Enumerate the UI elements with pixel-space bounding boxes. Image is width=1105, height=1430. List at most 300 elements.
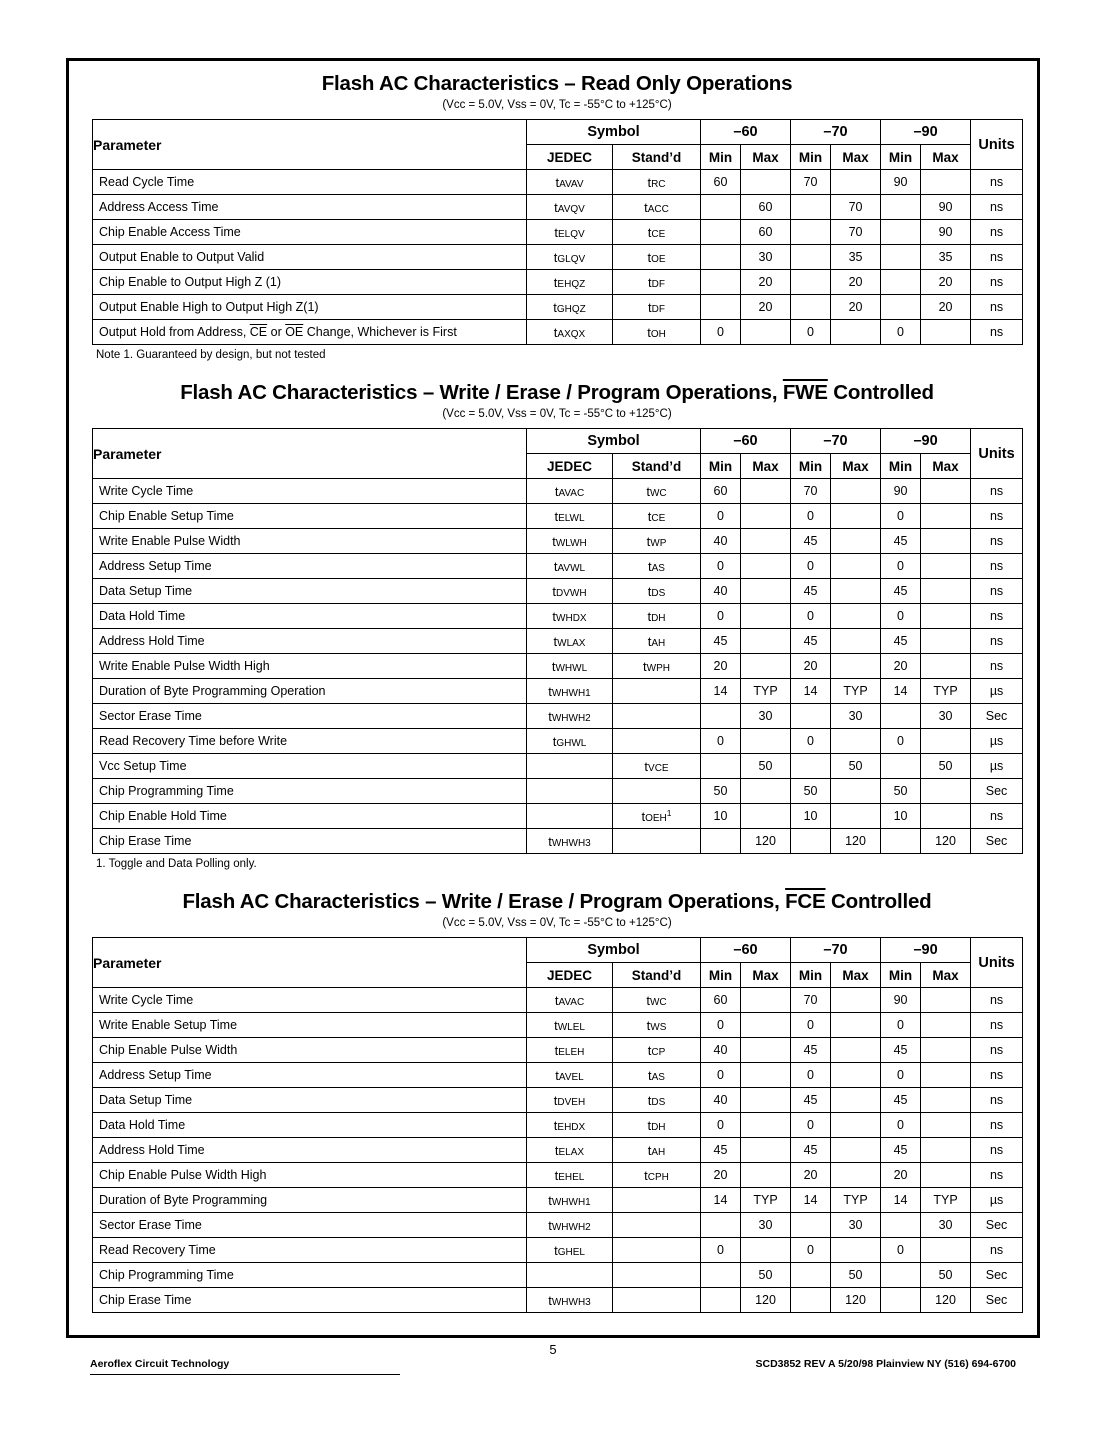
row-min-60: 0	[701, 504, 741, 529]
row-units: ns	[971, 1138, 1023, 1163]
row-min-90: 0	[881, 1238, 921, 1263]
row-standard-symbol	[613, 1188, 701, 1213]
row-jedec-symbol: tWHWL	[527, 654, 613, 679]
row-standard-symbol: tCE	[613, 220, 701, 245]
row-max-90	[921, 779, 971, 804]
row-jedec-symbol	[527, 779, 613, 804]
row-max-60: 30	[741, 704, 791, 729]
row-max-60: 60	[741, 195, 791, 220]
row-max-90	[921, 654, 971, 679]
row-min-90: 0	[881, 1063, 921, 1088]
row-min-70	[791, 220, 831, 245]
row-min-60: 0	[701, 604, 741, 629]
row-max-70	[831, 654, 881, 679]
row-min-90: 0	[881, 729, 921, 754]
row-parameter: Data Setup Time	[93, 579, 527, 604]
row-max-60	[741, 479, 791, 504]
row-standard-symbol	[613, 1213, 701, 1238]
header-symbol: Symbol	[527, 429, 701, 454]
row-standard-symbol: tWC	[613, 479, 701, 504]
row-max-90: 30	[921, 1213, 971, 1238]
row-units: ns	[971, 604, 1023, 629]
header-min-60: Min	[701, 963, 741, 988]
row-min-70: 50	[791, 779, 831, 804]
row-min-60	[701, 245, 741, 270]
row-max-60: 20	[741, 270, 791, 295]
row-max-90: 120	[921, 829, 971, 854]
row-max-70: TYP	[831, 679, 881, 704]
row-units: ns	[971, 579, 1023, 604]
row-units: ns	[971, 1088, 1023, 1113]
row-min-60: 0	[701, 554, 741, 579]
row-max-70	[831, 604, 881, 629]
row-max-60	[741, 779, 791, 804]
row-min-70: 0	[791, 604, 831, 629]
row-standard-symbol: tDH	[613, 604, 701, 629]
row-min-60: 60	[701, 170, 741, 195]
row-jedec-symbol: tAVEL	[527, 1063, 613, 1088]
row-min-70: 0	[791, 320, 831, 345]
row-parameter: Write Enable Setup Time	[93, 1013, 527, 1038]
row-parameter: Read Recovery Time	[93, 1238, 527, 1263]
row-parameter: Chip Enable Setup Time	[93, 504, 527, 529]
row-min-70: 0	[791, 1113, 831, 1138]
row-max-90	[921, 629, 971, 654]
row-max-90: 120	[921, 1288, 971, 1313]
row-min-70	[791, 195, 831, 220]
row-jedec-symbol	[527, 1263, 613, 1288]
section-title-2: Flash AC Characteristics – Write / Erase / Program Operations, FCE Controlled	[182, 890, 932, 913]
row-standard-symbol: tDH	[613, 1113, 701, 1138]
row-standard-symbol: tDS	[613, 1088, 701, 1113]
header-max-70: Max	[831, 963, 881, 988]
page-content	[92, 72, 1022, 1313]
table-row	[93, 754, 1023, 779]
row-max-70: 120	[831, 1288, 881, 1313]
row-min-70: 45	[791, 1088, 831, 1113]
row-max-70	[831, 579, 881, 604]
header-jedec: JEDEC	[527, 963, 613, 988]
row-max-90	[921, 320, 971, 345]
row-jedec-symbol: tEHQZ	[527, 270, 613, 295]
row-jedec-symbol: tEHDX	[527, 1113, 613, 1138]
row-min-70: 20	[791, 1163, 831, 1188]
row-standard-symbol: tDF	[613, 270, 701, 295]
footer-rule	[90, 1374, 400, 1375]
row-min-90: 90	[881, 479, 921, 504]
row-min-90	[881, 754, 921, 779]
row-max-70	[831, 1088, 881, 1113]
row-jedec-symbol: tWHWH1	[527, 679, 613, 704]
row-min-70: 45	[791, 579, 831, 604]
row-min-90: 45	[881, 529, 921, 554]
row-min-60: 40	[701, 1038, 741, 1063]
row-jedec-symbol: tWHWH3	[527, 829, 613, 854]
row-max-60	[741, 1238, 791, 1263]
row-jedec-symbol: tELAX	[527, 1138, 613, 1163]
header-symbol: Symbol	[527, 938, 701, 963]
row-standard-symbol: tACC	[613, 195, 701, 220]
row-max-60	[741, 988, 791, 1013]
row-min-60: 0	[701, 1013, 741, 1038]
row-max-70	[831, 1013, 881, 1038]
row-max-90	[921, 1113, 971, 1138]
row-max-90	[921, 504, 971, 529]
row-max-90	[921, 1163, 971, 1188]
header-min-90: Min	[881, 454, 921, 479]
row-units: Sec	[971, 1288, 1023, 1313]
table-row	[93, 1188, 1023, 1213]
row-parameter: Chip Enable Pulse Width High	[93, 1163, 527, 1188]
row-parameter: Output Enable to Output Valid	[93, 245, 527, 270]
row-max-70: TYP	[831, 1188, 881, 1213]
table-row	[93, 729, 1023, 754]
row-min-60: 60	[701, 479, 741, 504]
row-standard-symbol: tCPH	[613, 1163, 701, 1188]
table-row	[93, 654, 1023, 679]
row-min-90: 20	[881, 1163, 921, 1188]
header-min-70: Min	[791, 454, 831, 479]
table-row	[93, 679, 1023, 704]
row-standard-symbol: tRC	[613, 170, 701, 195]
row-parameter: Duration of Byte Programming	[93, 1188, 527, 1213]
row-max-70	[831, 1238, 881, 1263]
header-standard: Stand’d	[613, 963, 701, 988]
row-parameter: Data Hold Time	[93, 1113, 527, 1138]
row-max-90: 50	[921, 754, 971, 779]
row-max-60: 120	[741, 829, 791, 854]
row-max-90: 90	[921, 195, 971, 220]
row-min-70: 10	[791, 804, 831, 829]
row-max-70: 20	[831, 270, 881, 295]
row-min-60: 40	[701, 529, 741, 554]
row-max-60: 50	[741, 1263, 791, 1288]
row-units: µs	[971, 729, 1023, 754]
table-row	[93, 1063, 1023, 1088]
row-parameter: Address Hold Time	[93, 1138, 527, 1163]
header-min-60: Min	[701, 454, 741, 479]
row-standard-symbol: tOEH$^1$	[613, 804, 701, 829]
row-max-70	[831, 320, 881, 345]
row-jedec-symbol: tWLWH	[527, 529, 613, 554]
row-min-90	[881, 829, 921, 854]
row-max-60	[741, 1088, 791, 1113]
row-min-90: 50	[881, 779, 921, 804]
row-max-70: 30	[831, 704, 881, 729]
row-jedec-symbol: tGLQV	[527, 245, 613, 270]
row-max-70	[831, 1113, 881, 1138]
table-row	[93, 1263, 1023, 1288]
row-max-90	[921, 988, 971, 1013]
row-jedec-symbol: tAVQV	[527, 195, 613, 220]
row-max-90	[921, 1138, 971, 1163]
row-units: ns	[971, 654, 1023, 679]
row-min-60	[701, 1263, 741, 1288]
header-speed-90: –90	[881, 120, 971, 145]
row-max-70	[831, 629, 881, 654]
row-units: ns	[971, 1063, 1023, 1088]
row-max-60: TYP	[741, 1188, 791, 1213]
row-max-60: 30	[741, 1213, 791, 1238]
row-standard-symbol: tWP	[613, 529, 701, 554]
row-max-70	[831, 1138, 881, 1163]
row-min-60: 50	[701, 779, 741, 804]
table-row	[93, 479, 1023, 504]
row-parameter: Read Recovery Time before Write	[93, 729, 527, 754]
row-units: ns	[971, 245, 1023, 270]
row-max-90	[921, 729, 971, 754]
header-max-60: Max	[741, 454, 791, 479]
row-min-60: 40	[701, 1088, 741, 1113]
table-row	[93, 554, 1023, 579]
row-jedec-symbol: tAXQX	[527, 320, 613, 345]
row-min-60: 14	[701, 679, 741, 704]
row-standard-symbol: tAH	[613, 629, 701, 654]
row-standard-symbol: tVCE	[613, 754, 701, 779]
row-min-70: 0	[791, 729, 831, 754]
row-parameter: Chip Programming Time	[93, 779, 527, 804]
header-max-60: Max	[741, 145, 791, 170]
row-parameter: Chip Enable Access Time	[93, 220, 527, 245]
row-units: Sec	[971, 779, 1023, 804]
table-row	[93, 220, 1023, 245]
row-max-60	[741, 629, 791, 654]
row-parameter: Chip Erase Time	[93, 829, 527, 854]
header-max-70: Max	[831, 454, 881, 479]
row-units: Sec	[971, 704, 1023, 729]
row-units: µs	[971, 754, 1023, 779]
row-min-60	[701, 195, 741, 220]
row-parameter: Address Access Time	[93, 195, 527, 220]
row-max-60	[741, 729, 791, 754]
row-max-90: 50	[921, 1263, 971, 1288]
row-parameter: Write Enable Pulse Width	[93, 529, 527, 554]
row-max-70	[831, 779, 881, 804]
header-speed-60: –60	[701, 938, 791, 963]
row-min-70: 45	[791, 529, 831, 554]
row-standard-symbol: tCP	[613, 1038, 701, 1063]
row-max-60	[741, 529, 791, 554]
row-min-90: 0	[881, 504, 921, 529]
row-min-70: 45	[791, 1138, 831, 1163]
section-title-1: Flash AC Characteristics – Write / Erase / Program Operations, FWE Controlled	[180, 381, 934, 404]
row-units: ns	[971, 270, 1023, 295]
row-min-90: 45	[881, 1138, 921, 1163]
row-min-70: 14	[791, 679, 831, 704]
row-max-60: 20	[741, 295, 791, 320]
header-speed-70: –70	[791, 938, 881, 963]
row-max-90	[921, 529, 971, 554]
row-parameter: Write Enable Pulse Width High	[93, 654, 527, 679]
row-min-90: 45	[881, 579, 921, 604]
row-standard-symbol: tWPH	[613, 654, 701, 679]
row-min-60: 20	[701, 654, 741, 679]
row-max-90: 20	[921, 295, 971, 320]
table-row	[93, 779, 1023, 804]
row-min-90	[881, 245, 921, 270]
row-max-70	[831, 729, 881, 754]
row-min-70: 70	[791, 988, 831, 1013]
row-min-90: 45	[881, 629, 921, 654]
row-min-60	[701, 270, 741, 295]
row-min-70: 0	[791, 1013, 831, 1038]
row-max-70: 50	[831, 754, 881, 779]
table-row	[93, 988, 1023, 1013]
footer-doc-ref: SCD3852 REV A 5/20/98 Plainview NY (516) 694-6700	[755, 1358, 1016, 1370]
row-units: Sec	[971, 829, 1023, 854]
row-max-90: 35	[921, 245, 971, 270]
row-max-70: 20	[831, 295, 881, 320]
row-units: ns	[971, 1038, 1023, 1063]
row-parameter: Data Setup Time	[93, 1088, 527, 1113]
row-standard-symbol	[613, 729, 701, 754]
header-min-60: Min	[701, 145, 741, 170]
row-min-60: 45	[701, 1138, 741, 1163]
row-max-90: TYP	[921, 679, 971, 704]
row-jedec-symbol	[527, 754, 613, 779]
row-jedec-symbol: tWHWH3	[527, 1288, 613, 1313]
section-title-0: Flash AC Characteristics – Read Only Operations	[321, 72, 793, 95]
footer-company: Aeroflex Circuit Technology	[90, 1358, 230, 1370]
row-units: ns	[971, 170, 1023, 195]
row-min-70	[791, 1213, 831, 1238]
header-jedec: JEDEC	[527, 454, 613, 479]
header-max-90: Max	[921, 963, 971, 988]
row-max-90	[921, 604, 971, 629]
row-standard-symbol: tOE	[613, 245, 701, 270]
row-max-70	[831, 554, 881, 579]
row-max-60	[741, 1038, 791, 1063]
row-min-60: 0	[701, 320, 741, 345]
row-parameter: Chip Enable Hold Time	[93, 804, 527, 829]
row-max-90	[921, 479, 971, 504]
header-standard: Stand’d	[613, 454, 701, 479]
row-max-60: 120	[741, 1288, 791, 1313]
row-min-90	[881, 195, 921, 220]
row-max-60	[741, 1163, 791, 1188]
row-standard-symbol: tDS	[613, 579, 701, 604]
row-parameter: Address Setup Time	[93, 554, 527, 579]
row-parameter: Chip Programming Time	[93, 1263, 527, 1288]
section-conditions-2: (Vcc = 5.0V, Vss = 0V, Tc = -55°C to +125°C)	[442, 917, 672, 929]
row-min-90	[881, 1213, 921, 1238]
row-min-60	[701, 1213, 741, 1238]
header-units: Units	[971, 120, 1023, 170]
row-units: ns	[971, 1238, 1023, 1263]
row-units: ns	[971, 479, 1023, 504]
row-max-90	[921, 1063, 971, 1088]
row-jedec-symbol: tAVAC	[527, 988, 613, 1013]
row-min-70: 45	[791, 629, 831, 654]
row-units: ns	[971, 295, 1023, 320]
header-units: Units	[971, 938, 1023, 988]
table-row	[93, 1288, 1023, 1313]
row-jedec-symbol: tEHEL	[527, 1163, 613, 1188]
table-row	[93, 1013, 1023, 1038]
row-min-70: 45	[791, 1038, 831, 1063]
row-max-90	[921, 554, 971, 579]
row-parameter: Address Setup Time	[93, 1063, 527, 1088]
row-max-70	[831, 804, 881, 829]
row-jedec-symbol	[527, 804, 613, 829]
header-parameter: Parameter	[93, 120, 527, 170]
table-row	[93, 170, 1023, 195]
row-min-90: 0	[881, 320, 921, 345]
table-row	[93, 1038, 1023, 1063]
row-max-60: 30	[741, 245, 791, 270]
row-units: Sec	[971, 1213, 1023, 1238]
row-max-90	[921, 1038, 971, 1063]
row-min-90: 0	[881, 1013, 921, 1038]
row-max-70	[831, 988, 881, 1013]
table-row	[93, 245, 1023, 270]
table-row	[93, 1138, 1023, 1163]
row-max-70: 35	[831, 245, 881, 270]
row-jedec-symbol: tGHWL	[527, 729, 613, 754]
page-footer	[66, 1342, 1040, 1392]
header-speed-60: –60	[701, 429, 791, 454]
row-max-70	[831, 1038, 881, 1063]
row-min-70	[791, 704, 831, 729]
row-parameter: Sector Erase Time	[93, 704, 527, 729]
table-row	[93, 804, 1023, 829]
table-row	[93, 704, 1023, 729]
header-min-90: Min	[881, 145, 921, 170]
row-parameter: Write Cycle Time	[93, 479, 527, 504]
row-min-90	[881, 1263, 921, 1288]
header-speed-60: –60	[701, 120, 791, 145]
row-min-70: 20	[791, 654, 831, 679]
row-parameter: Chip Enable Pulse Width	[93, 1038, 527, 1063]
row-standard-symbol: tAS	[613, 1063, 701, 1088]
row-min-90	[881, 220, 921, 245]
row-parameter: Vcc Setup Time	[93, 754, 527, 779]
row-min-90	[881, 704, 921, 729]
ac-characteristics-table-0	[92, 119, 1023, 345]
row-min-90: 0	[881, 554, 921, 579]
table-row	[93, 529, 1023, 554]
row-max-90	[921, 1238, 971, 1263]
table-row	[93, 1088, 1023, 1113]
row-jedec-symbol: tGHQZ	[527, 295, 613, 320]
row-min-70	[791, 829, 831, 854]
row-min-90	[881, 1288, 921, 1313]
row-min-90: 90	[881, 170, 921, 195]
row-max-60: 50	[741, 754, 791, 779]
row-units: ns	[971, 629, 1023, 654]
row-standard-symbol: tDF	[613, 295, 701, 320]
row-parameter: Output Enable High to Output High Z(1)	[93, 295, 527, 320]
row-min-60	[701, 295, 741, 320]
row-min-70	[791, 1263, 831, 1288]
row-min-90: 0	[881, 1113, 921, 1138]
row-units: ns	[971, 529, 1023, 554]
row-parameter: Data Hold Time	[93, 604, 527, 629]
row-max-60	[741, 554, 791, 579]
row-min-70	[791, 270, 831, 295]
row-units: µs	[971, 679, 1023, 704]
row-jedec-symbol: tWHDX	[527, 604, 613, 629]
row-min-70	[791, 1288, 831, 1313]
row-jedec-symbol: tDVWH	[527, 579, 613, 604]
row-min-60	[701, 829, 741, 854]
row-max-90: 30	[921, 704, 971, 729]
row-max-90	[921, 804, 971, 829]
header-jedec: JEDEC	[527, 145, 613, 170]
row-min-60: 14	[701, 1188, 741, 1213]
row-units: ns	[971, 1013, 1023, 1038]
section-conditions-0: (Vcc = 5.0V, Vss = 0V, Tc = -55°C to +125°C)	[442, 99, 672, 111]
